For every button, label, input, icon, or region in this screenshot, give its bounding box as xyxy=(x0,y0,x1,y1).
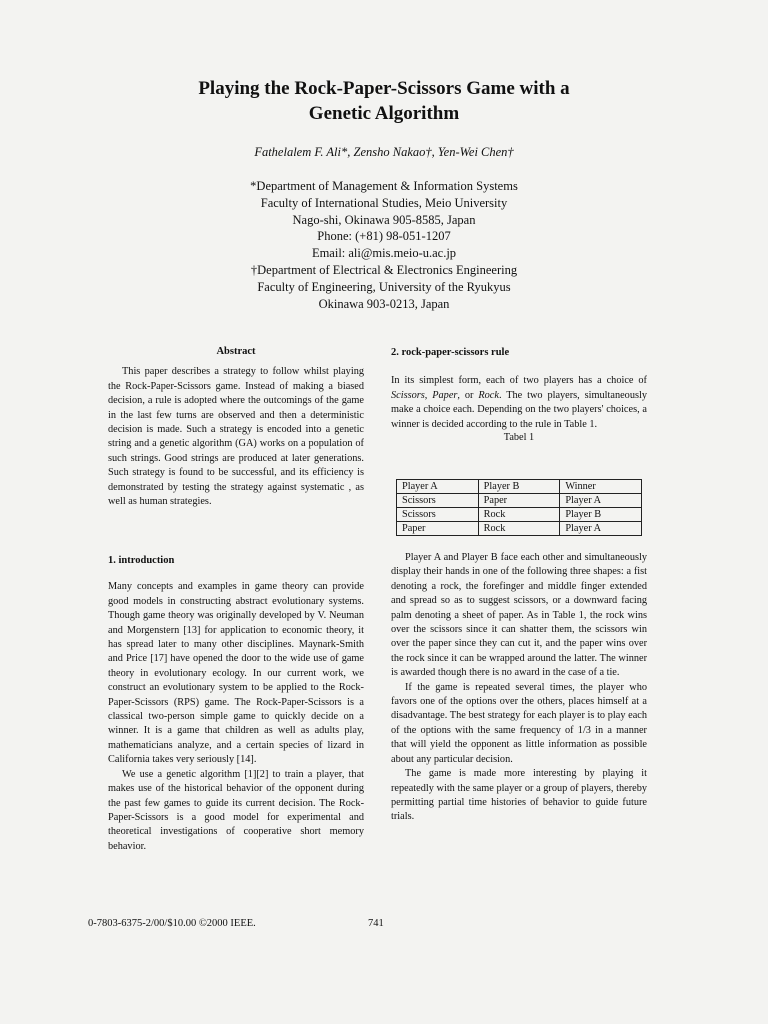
abstract-text: This paper describes a strategy to follow whilst playing the Rock-Paper-Scissors game. Instead of making a biased decision, a rule is adopted where the outcomings of the game in the last few turns are observed and then a deterministic decision is made. Such a strategy is encoded into a genetic string and a genetic algorithm (GA) works on a population of such strings. Good strings are produced at later generations. Such strategy is found to be successful, and its efficiency is demonstrated by testing the strategy against systematic , as well as human strategies. xyxy=(108,366,364,508)
rule-text-fragment: . The two players, simultaneously make a choice each. Depending on the two players' choices, a winner is decided according to the rule in Table 1. xyxy=(391,389,647,430)
table-cell: Player A xyxy=(560,494,642,508)
affiliation-line: *Department of Management & Information Systems xyxy=(250,179,518,193)
table-row xyxy=(397,494,642,508)
affiliation-line: Faculty of International Studies, Meio University xyxy=(260,195,508,210)
paper-title xyxy=(0,76,768,126)
rule-text-fragment: , or xyxy=(457,389,479,401)
table-cell: Rock xyxy=(478,522,560,536)
table-cell: Player B xyxy=(560,508,642,522)
affiliation-line: Nago-shi, Okinawa 905-8585, Japan xyxy=(292,212,476,227)
table-cell: Scissors xyxy=(397,494,479,508)
table-caption: Tabel 1 xyxy=(503,432,535,443)
rule-section-top xyxy=(391,346,647,432)
table-header: Player B xyxy=(478,480,560,494)
affiliation-line: Email: ali@mis.meio-u.ac.jp xyxy=(311,246,457,261)
introduction-section xyxy=(108,554,364,854)
rule-section-bottom xyxy=(391,551,647,825)
rule-paragraph-2: Player A and Player B face each other and simultaneously display their hands in one of the following three shapes: a fist denoting a rock, the forefinger and middle finger extended and spread so as to suggest scissors, or a downward facing palm denoting a sheet of paper. As in Table 1, the rock wins over the scissors since it can shatter them, the scissors win over the paper since they can cut it, and the paper wins over the rock since it can be wrapped around the latter. The winner is awarded though there is no award in the case of a tie. xyxy=(391,552,647,679)
table-cell: Rock xyxy=(478,508,560,522)
rules-table xyxy=(396,479,642,536)
affiliations xyxy=(0,178,768,312)
affiliation-line: Phone: (+81) 98-051-1207 xyxy=(317,229,451,244)
table-cell: Paper xyxy=(478,494,560,508)
title-line-2: Genetic Algorithm xyxy=(308,103,460,124)
introduction-heading: 1. introduction xyxy=(108,555,175,566)
rule-term-paper: Paper xyxy=(432,389,458,401)
table-row xyxy=(397,522,642,536)
introduction-paragraph-2: We use a genetic algorithm [1][2] to train a player, that makes use of the historical behavior of the opponent during the past few games to guide its current decision. The Rock-Paper-Scissors is a good model for experimental and theoretical investigations of cooperative short memory behavior. xyxy=(108,768,364,852)
table-cell: Scissors xyxy=(397,508,479,522)
table-header: Winner xyxy=(560,480,642,494)
rule-paragraph-3: If the game is repeated several times, the player who favors one of the options over the others, places himself at a disadvantage. The best strategy for each player is to play each of the options with the same frequency of 1/3 in a manner that will yield the opponent as little information as possible about any particular decision. xyxy=(391,681,647,765)
rule-paragraph-1 xyxy=(391,374,647,432)
rule-paragraph-4: The game is made more interesting by playing it repeatedly with the same player or a group of players, thereby permitting partial time histories of behavior to guide future trials. xyxy=(391,768,647,823)
affiliation-line: Faculty of Engineering, University of the Ryukyus xyxy=(257,279,511,294)
rule-term-rock: Rock xyxy=(478,389,499,401)
title-line-1: Playing the Rock-Paper-Scissors Game with a xyxy=(198,78,570,99)
page-number: 741 xyxy=(368,918,384,929)
affiliation-line: Okinawa 903-0213, Japan xyxy=(318,296,450,311)
affiliation-line: †Department of Electrical & Electronics Engineering xyxy=(250,262,518,277)
table-row xyxy=(397,508,642,522)
abstract-section xyxy=(108,345,364,509)
table-header: Player A xyxy=(397,480,479,494)
author-list: Fathelalem F. Ali*, Zensho Nakao†, Yen-Wei Chen† xyxy=(254,145,514,159)
introduction-paragraph-1: Many concepts and examples in game theory can provide good models in constructing abstract evolutionary systems. Though game theory was originally developed by V. Neuman and Morgenstern [13] for application to economic theory, it has spread later to many other disciplines. Maynark-Smith and Price [17] have opened the door to the wide use of game theory in evolutionary ecology. In our current work, we construct an evolutionary system to be applied to the Rock-Paper-Scissors (RPS) game. The Rock-Paper-Scissors is a classical two-person simple game to quickly decide on a winner. It is a game that children as well as adults play, mathematicians analyze, and a certain species of lizard in California takes very seriously [14]. xyxy=(108,581,364,766)
table-cell: Paper xyxy=(397,522,479,536)
copyright-line: 0-7803-6375-2/00/$10.00 ©2000 IEEE. xyxy=(88,918,256,929)
rule-text-fragment: In its simplest form, each of two players has a choice of xyxy=(391,375,647,387)
abstract-heading: Abstract xyxy=(216,346,256,357)
rule-text-fragment: , xyxy=(424,389,433,401)
rule-heading: 2. rock-paper-scissors rule xyxy=(391,347,510,358)
rule-term-scissors: Scissors xyxy=(391,389,425,401)
table-cell: Player A xyxy=(560,522,642,536)
